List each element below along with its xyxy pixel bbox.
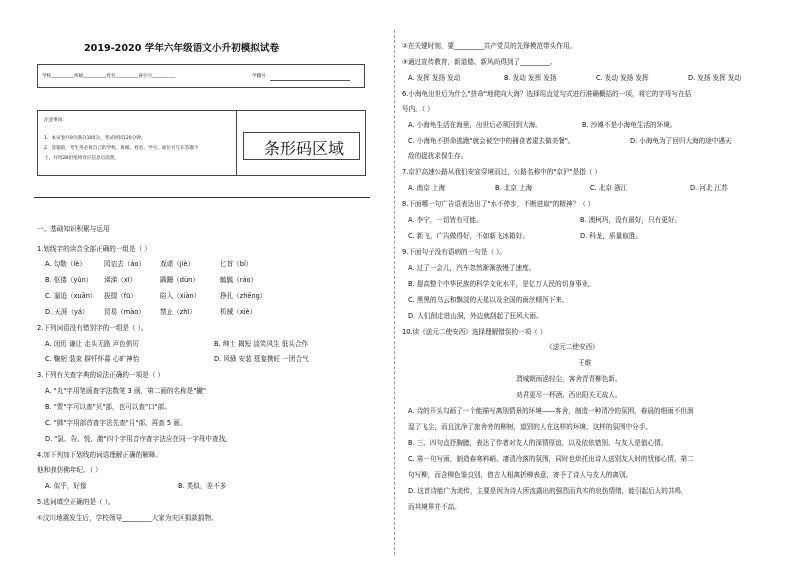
question-4: 4.加下列加下划线的词语理解正确的解释。 [37,451,162,459]
q10-option-d-cont: 而其境界并不高。 [408,503,461,511]
q10-option-a-cont: 湿了飞尘，而且洗净了旅舍旁的柳树，道别的人在这样的环境、这样的氛围中分手。 [408,423,652,431]
q2-option-d: D. 风骚 安装 筵宴携旺 一团合气 [214,355,309,363]
q4-option-a: A. 似乎，好像 [45,482,87,490]
notice-line-3: 上，并用2B铅笔将对应信息点涂黑。 [44,156,119,161]
q10-option-a: A. 诗的开头勾画了一个能描写离别情景的环境——客舍，制造一种清冷的氛围，春晨的细雨不但润 [408,407,694,415]
q1-row-c-4: 挣扎（zhēng） [220,292,267,300]
student-id-line [270,80,350,81]
notice-line-2: 2．答题前，考生务必将自己的学校、班级、姓名、学号、座位号写在答题卡 [44,146,199,151]
q10-option-b: B. 三、四句直抒胸臆，表达了作者对友人的深情厚谊，以及依依惜别、与友人是值心情。 [408,439,668,447]
q1-row-c-2: 拔掇（fū） [104,292,137,300]
poem-title: 《送元二使安西》 [546,343,599,351]
barcode-label: 条形码区域 [264,139,345,158]
section-1-heading: 一、基础知识积累与运用 [37,225,110,233]
question-7: 7.京沪高速公路从我们安宣穿境而过，公路名称中的"京沪"是指（ ） [402,168,602,176]
q1-row-d-3: 禁止（zhī） [160,308,196,316]
q9-option-d: D. 人们削走进山洞，外边就刮起了狂风大雨。 [408,312,543,320]
q5-blank-1: ①汶川地震发生后，学校领导_________大家为灾区捐款捐物。 [37,514,218,522]
q1-row-a-2: 园诘去（áo） [104,260,146,268]
q1-row-b-1: B. 伛偻（yǔn） [45,276,93,284]
q7-option-a: A. 南京 上海 [408,184,446,192]
notice-title: 注意事项： [44,118,67,123]
q5-blank-3: ③通过宣传教育，新道德、新风尚得到了_________。 [402,58,557,66]
q1-row-b-2: 涕涕（xī） [104,276,137,284]
question-1: 1.划线字的读音全部正确的一组是（ ） [37,245,151,253]
q1-row-b-4: 毓毓（ráo） [220,276,258,284]
q9-option-a: A. 过了一会儿，汽车忽然渐渐放慢了速度。 [408,264,536,272]
q5-option-d: D. 发扬 发挥 发动 [688,74,742,82]
student-id-label: 学籍号 [252,74,266,79]
question-3: 3.下列有关查字典的说法正确的一项是（ ） [37,371,165,379]
question-6-cont: 号内。（ ） [402,105,434,113]
q8-option-c: C. 新飞，广告做得好，不如新飞冰箱好。 [408,232,529,240]
q1-row-d-4: 机械（xiè） [220,308,257,316]
q1-row-b-3: 蹒跚（dùn） [160,276,199,284]
q4-option-b: B. 类似，差不多 [178,482,227,490]
q1-row-d-2: 贸易（mào） [104,308,145,316]
q2-option-c: C. 鞠躬 装束 摒忏怀暮 心旷神怡 [45,355,140,363]
q7-option-b: B. 北京 上海 [495,184,533,192]
q1-row-a-1: A. 勾勒（lè） [45,260,86,268]
q5-option-a: A. 发挥 发扬 发动 [408,74,461,82]
q8-option-b: B. 澳柯玛，没有最好，只有更好。 [580,216,682,224]
q8-option-d: D. 科龙，质量取胜。 [580,232,643,240]
q6-option-c: C. 小海龟不拼命逃跑"就会被空中的捕食者逮去做美餐"。 [408,137,575,145]
q10-option-d: D. 这首诗能广为流传，主要是因为诗人所流露出的强烈而真实的哀伤情绪，能引起后人的共鸣， [408,487,688,495]
q4-sentence: 他和我仿佛年纪。（ ） [37,466,102,474]
question-8: 8.下面哪一句广告语表达出了"水不停步，不断进取"的精神？（ ） [402,200,595,208]
page-title: 2019-2020 学年六年级语文小升初模拟试卷 [84,43,280,54]
column-divider [394,30,395,555]
q10-option-c: C. 第一句写雨，制造春寒料峭、凄清冷落的氛围，同时也烘托出诗人送别友人时的忧郁心情。第二 [408,455,694,463]
q1-row-d-1: D. 天涯（yá） [45,308,89,316]
q3-option-d: D. "氯、告、悦、激"四个字用音序查字法应在同一字母中查找。 [45,435,232,443]
notice-box [37,110,237,176]
question-9: 9.下面句子没有语病的一句是（ ）。 [402,248,506,256]
q1-row-c-3: 陷入（xiàn） [160,292,201,300]
q1-row-c-1: C. 逼迫（xuān） [45,292,97,300]
q6-option-d-cont: 敌的捉扰求保生存。 [408,152,468,160]
q5-blank-2: ②在关键时刻，要_________共产党员的先锋模范带头作用。 [402,42,577,50]
q9-option-b: B. 提高整个中华民族的科学文化水平，是亿万人民的切身事业。 [408,280,595,288]
question-5: 5.选词填空正确的是（ ）。 [37,498,115,506]
q10-option-c-cont: 句写柳，而含柳色鉴良别，借古人相离折柳表意，寄予了诗人与友人的离别。 [408,471,633,479]
q9-option-c: C. 黑黑的乌云和飘淡的天星以及全国的雨丝倾泻下来。 [408,296,569,304]
q3-option-a: A. "丸"字用笔画查字法数笔 3 画，第二画的名称是"撇" [45,387,206,395]
q6-option-a: A. 小海龟生活在海里，出世后必须回到大海。 [408,121,542,129]
q1-row-a-4: 匕首（bǐ） [220,260,253,268]
poem-line-1: 渭城朝雨浥轻尘，客舍青青柳色新。 [516,375,622,383]
q8-option-a: A. 李宁，一切皆有可能。 [408,216,483,224]
poem-line-2: 劝君更尽一杯酒，西出阳关无故人。 [516,391,622,399]
q6-option-b: B. 沙滩不是小海龟生活的环境。 [582,121,677,129]
question-6: 6.小海龟出世后为什么"拼命"地爬向大海？选择用直觉句式进行准确概括的一项，将它的字母写在括 [402,90,692,98]
student-info-fields: 学校__________班级__________姓名__________座位号__________ [42,74,176,79]
question-2: 2.下列词语没有错别字的一组是（ ）。 [37,324,148,332]
q3-option-c: C. "肺"字用部首查字法先查"月"部，再查 5 画。 [45,419,187,427]
q7-option-c: C. 北京 浙江 [590,184,628,192]
q6-option-d: D. 小海龟为了回归大海的途中遇天 [630,137,732,145]
q1-row-a-3: 戏谑（jiè） [160,260,195,268]
header-separator [34,197,370,198]
q5-option-b: B. 发动 发挥 发扬 [504,74,557,82]
q2-option-a: A. 闭历 谦让 走头无路 声色俱厉 [45,340,139,348]
question-10: 10.读《送元二使安西》选择理解错误的一项（ ） [402,328,547,336]
q3-option-b: B. "贾"字可以查"贝"部，也可以查"口"部。 [45,403,171,411]
q7-option-d: D. 河北 江苏 [690,184,728,192]
poem-author: 王维 [578,359,592,367]
notice-line-1: 1．本试卷共9页满分100分，考试时间120分钟。 [44,136,146,141]
q5-option-c: C. 发动 发扬 发挥 [596,74,649,82]
q2-option-b: B. 绅士 揭短 淡笑风生 低头合作 [214,340,309,348]
